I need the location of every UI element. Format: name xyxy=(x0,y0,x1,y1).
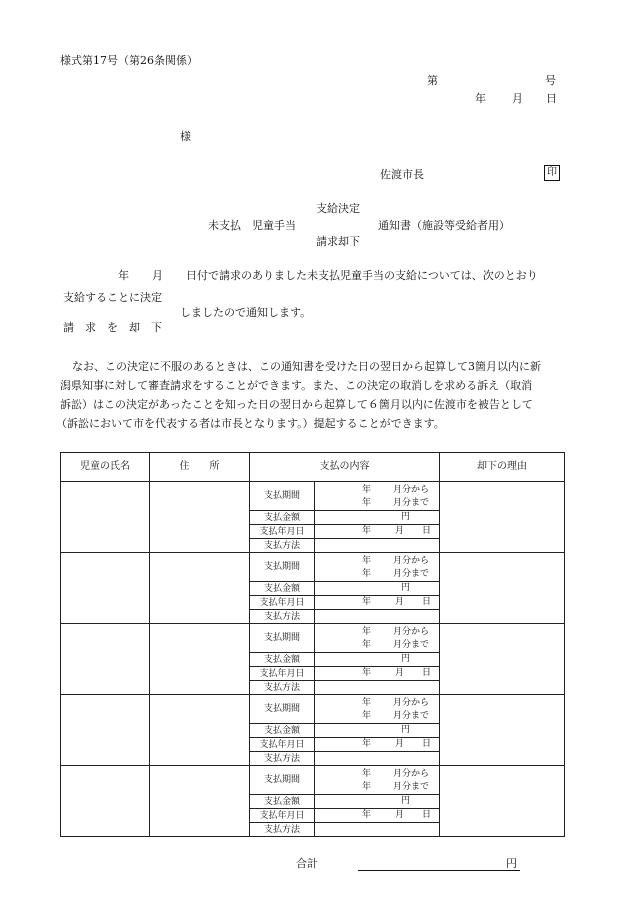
period-to: 月分まで xyxy=(393,569,430,579)
seal-mark: 印 xyxy=(544,165,560,181)
period-to-year: 年 xyxy=(362,782,372,792)
method-value[interactable] xyxy=(315,752,440,766)
notice-line4: （訴訟において市を代表する者は市長となります。）提起することができます。 xyxy=(56,417,445,430)
table-row xyxy=(61,766,565,795)
date-year: 年 xyxy=(362,810,372,820)
date-year: 年 xyxy=(362,668,372,678)
amount-yen: 円 xyxy=(401,725,411,735)
period-from-year: 年 xyxy=(362,485,372,495)
child-name-cell[interactable] xyxy=(61,482,150,553)
amount-value[interactable] xyxy=(315,724,440,738)
header-address: 住 所 xyxy=(150,453,250,482)
rejection-reason-cell[interactable] xyxy=(440,766,565,837)
period-to-year: 年 xyxy=(362,498,372,508)
child-name-cell[interactable] xyxy=(61,766,150,837)
body-choice-approve: 支給することに決定 xyxy=(63,291,162,304)
child-name-cell[interactable] xyxy=(61,695,150,766)
total-yen: 円 xyxy=(506,857,517,870)
header-child-name: 児童の氏名 xyxy=(61,453,150,482)
title-left: 未支払 児童手当 xyxy=(208,219,296,232)
rejection-reason-cell[interactable] xyxy=(440,482,565,553)
amount-yen: 円 xyxy=(401,512,411,522)
doc-number-suffix: 号 xyxy=(545,74,556,87)
child-name-cell[interactable] xyxy=(61,624,150,695)
date-value[interactable] xyxy=(315,809,440,823)
title-option-approve: 支給決定 xyxy=(316,202,360,215)
amount-value[interactable] xyxy=(315,582,440,596)
period-value[interactable] xyxy=(315,624,440,653)
period-to-year: 年 xyxy=(362,569,372,579)
period-value[interactable] xyxy=(315,766,440,795)
date-day: 日 xyxy=(422,668,432,678)
date-day: 日 xyxy=(422,526,432,536)
title-right: 通知書（施設等受給者用） xyxy=(378,219,510,232)
date-month: 月 xyxy=(395,597,405,607)
doc-number-prefix: 第 xyxy=(427,74,438,87)
label-amount: 支払金額 xyxy=(250,724,315,738)
label-amount: 支払金額 xyxy=(250,795,315,809)
period-from-year: 年 xyxy=(362,769,372,779)
period-from: 月分から xyxy=(393,769,430,779)
total-label: 合計 xyxy=(296,857,318,870)
label-period: 支払期間 xyxy=(250,766,315,795)
date-value[interactable] xyxy=(315,596,440,610)
period-from-year: 年 xyxy=(362,556,372,566)
period-value[interactable] xyxy=(315,695,440,724)
date-year: 年 xyxy=(362,526,372,536)
period-to: 月分まで xyxy=(393,640,430,650)
label-date: 支払年月日 xyxy=(250,525,315,539)
child-name-cell[interactable] xyxy=(61,553,150,624)
period-value[interactable] xyxy=(315,482,440,511)
period-from: 月分から xyxy=(393,627,430,637)
label-amount: 支払金額 xyxy=(250,653,315,667)
address-cell[interactable] xyxy=(150,553,250,624)
issuer-name: 佐渡市長 xyxy=(380,168,424,181)
period-to: 月分まで xyxy=(393,711,430,721)
total-line xyxy=(358,869,520,871)
amount-yen: 円 xyxy=(401,654,411,664)
label-amount: 支払金額 xyxy=(250,582,315,596)
date-year: 年 xyxy=(362,597,372,607)
address-cell[interactable] xyxy=(150,482,250,553)
notice-line3: 訴訟）はこの決定があったことを知った日の翌日から起算して６箇月以内に佐渡市を被告として xyxy=(60,398,533,411)
address-cell[interactable] xyxy=(150,766,250,837)
date-value[interactable] xyxy=(315,525,440,539)
date-value[interactable] xyxy=(315,667,440,681)
label-method: 支払方法 xyxy=(250,681,315,695)
period-from-year: 年 xyxy=(362,627,372,637)
method-value[interactable] xyxy=(315,539,440,553)
amount-yen: 円 xyxy=(401,796,411,806)
body-year: 年 xyxy=(118,269,129,282)
addressee-honorific: 様 xyxy=(180,130,191,143)
rejection-reason-cell[interactable] xyxy=(440,553,565,624)
period-value[interactable] xyxy=(315,553,440,582)
method-value[interactable] xyxy=(315,610,440,624)
period-to-year: 年 xyxy=(362,711,372,721)
period-from: 月分から xyxy=(393,485,430,495)
label-date: 支払年月日 xyxy=(250,596,315,610)
label-date: 支払年月日 xyxy=(250,738,315,752)
body-month: 月 xyxy=(152,269,163,282)
table-row xyxy=(61,695,565,724)
header-rejection-reason: 却下の理由 xyxy=(440,453,565,482)
header-payment-details: 支払の内容 xyxy=(250,453,440,482)
label-period: 支払期間 xyxy=(250,482,315,511)
period-to: 月分まで xyxy=(393,498,430,508)
amount-value[interactable] xyxy=(315,653,440,667)
table-row xyxy=(61,624,565,653)
table-row xyxy=(61,482,565,511)
method-value[interactable] xyxy=(315,681,440,695)
period-to: 月分まで xyxy=(393,782,430,792)
label-amount: 支払金額 xyxy=(250,511,315,525)
label-period: 支払期間 xyxy=(250,553,315,582)
payment-table xyxy=(60,452,565,837)
label-period: 支払期間 xyxy=(250,695,315,724)
label-method: 支払方法 xyxy=(250,823,315,837)
date-month: 月 xyxy=(395,739,405,749)
date-day: 日 xyxy=(546,92,557,105)
label-method: 支払方法 xyxy=(250,610,315,624)
form-number: 様式第17号（第26条関係） xyxy=(60,54,198,67)
date-value[interactable] xyxy=(315,738,440,752)
amount-yen: 円 xyxy=(401,583,411,593)
method-value[interactable] xyxy=(315,823,440,837)
date-year: 年 xyxy=(475,92,486,105)
address-cell[interactable] xyxy=(150,695,250,766)
period-to-year: 年 xyxy=(362,640,372,650)
label-date: 支払年月日 xyxy=(250,809,315,823)
label-period: 支払期間 xyxy=(250,624,315,653)
address-cell[interactable] xyxy=(150,624,250,695)
title-option-reject: 請求却下 xyxy=(316,235,360,248)
date-day: 日 xyxy=(422,597,432,607)
label-date: 支払年月日 xyxy=(250,667,315,681)
body-choice-reject: 請 求 を 却 下 xyxy=(63,321,162,334)
period-from: 月分から xyxy=(393,556,430,566)
notice-line1: なお、この決定に不服のあるときは、この通知書を受けた日の翌日から起算して3箇月以内に新 xyxy=(72,360,541,373)
date-month: 月 xyxy=(395,810,405,820)
amount-value[interactable] xyxy=(315,511,440,525)
date-day: 日 xyxy=(422,810,432,820)
date-day: 日 xyxy=(422,739,432,749)
date-month: 月 xyxy=(395,526,405,536)
rejection-reason-cell[interactable] xyxy=(440,695,565,766)
date-month: 月 xyxy=(395,668,405,678)
body-middle: しましたので通知します。 xyxy=(180,306,312,319)
body-line1: 日付で請求のありました未支払児童手当の支給については、次のとおり xyxy=(186,269,538,282)
notice-line2: 潟県知事に対して審査請求をすることができます。また、この決定の取消しを求める訴え（取消 xyxy=(60,379,533,392)
rejection-reason-cell[interactable] xyxy=(440,624,565,695)
period-from-year: 年 xyxy=(362,698,372,708)
label-method: 支払方法 xyxy=(250,539,315,553)
label-method: 支払方法 xyxy=(250,752,315,766)
date-year: 年 xyxy=(362,739,372,749)
period-from: 月分から xyxy=(393,698,430,708)
table-row xyxy=(61,553,565,582)
date-month: 月 xyxy=(512,92,523,105)
amount-value[interactable] xyxy=(315,795,440,809)
